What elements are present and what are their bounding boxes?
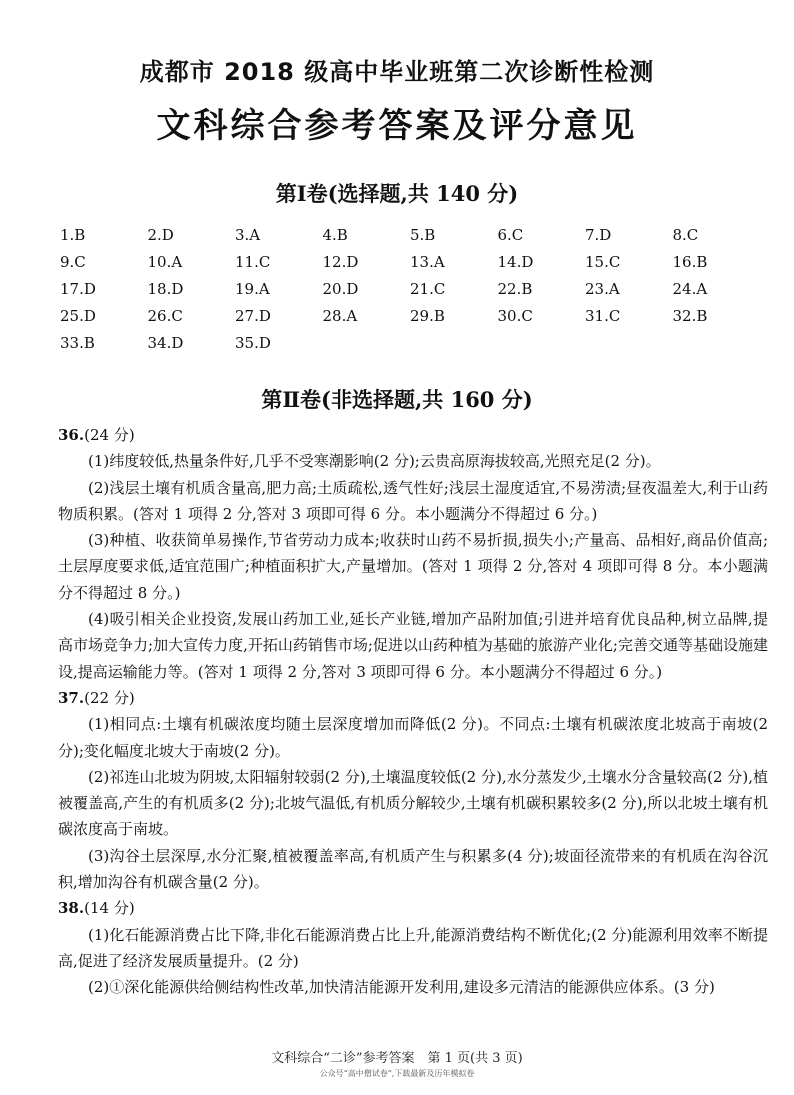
part2-heading: 第Ⅱ卷(非选择题,共 160 分) xyxy=(261,387,533,412)
answer-item: 19.A xyxy=(235,280,270,298)
answer-paragraph: (2)浅层土壤有机质含量高,肥力高;土质疏松,透气性好;浅层土湿度适宜,不易涝渍;昼夜温差大,利于山药物质积累。(答对 1 项得 2 分,答对 3 项即可得 6 分。本小题满分不得超过 6 分。) xyxy=(58,478,768,523)
answer-item: 12.D xyxy=(322,253,359,271)
question-38-header xyxy=(58,895,768,921)
answer-paragraph: (3)种植、收获简单易操作,节省劳动力成本;收获时山药不易折损,损失小;产量高、品相好,商品价值高;土层厚度要求低,适宜范围广;种植面积扩大,产量增加。(答对 1 项得 2 分,答对 4 项即可得 8 分。本小题满分不得超过 8 分。) xyxy=(58,531,768,602)
answer-paragraph: (1)纬度较低,热量条件好,几乎不受寒潮影响(2 分);云贵高原海拔较高,光照充足(2 分)。 xyxy=(88,452,661,471)
answer-item: 34.D xyxy=(147,334,184,352)
answer-item: 9.C xyxy=(60,253,86,271)
answer-item: 4.B xyxy=(322,226,348,244)
answer-item: 2.D xyxy=(147,226,174,244)
open-questions xyxy=(58,422,768,1001)
answer-item: 31.C xyxy=(585,307,621,325)
answer-item: 22.B xyxy=(497,280,533,298)
answer-paragraph: (4)吸引相关企业投资,发展山药加工业,延长产业链,增加产品附加值;引进并培育优良品种,树立品牌,提高市场竞争力;加大宣传力度,开拓山药销售市场;促进以山药种植为基础的旅游产业化;完善交通等基础设施建设,提高运输能力等。(答对 1 项得 2 分,答对 3 项即可得 6 分。本小题满分不得超过 6 分。) xyxy=(58,610,768,681)
answer-paragraph: (1)相同点:土壤有机碳浓度均随土层深度增加而降低(2 分)。不同点:土壤有机碳浓度北坡高于南坡(2 分);变化幅度北坡大于南坡(2 分)。 xyxy=(58,715,768,760)
answer-item: 29.B xyxy=(410,307,445,325)
document-title: 文科综合参考答案及评分意见 xyxy=(156,106,638,146)
answer-item: 10.A xyxy=(147,253,183,271)
answer-item: 14.D xyxy=(497,253,534,271)
answer-item: 6.C xyxy=(497,226,524,244)
answer-paragraph: (2)①深化能源供给侧结构性改革,加快清洁能源开发利用,建设多元清洁的能源供应体系。(3 分) xyxy=(88,978,715,997)
question-37-header xyxy=(58,685,768,711)
answer-item: 18.D xyxy=(147,280,184,298)
multiple-choice-answers xyxy=(60,222,760,357)
answer-item: 26.C xyxy=(147,307,183,325)
answer-item: 27.D xyxy=(235,307,271,325)
answer-paragraph: (3)沟谷土层深厚,水分汇聚,植被覆盖率高,有机质产生与积累多(4 分);坡面径流带来的有机质在沟谷沉积,增加沟谷有机碳含量(2 分)。 xyxy=(58,846,768,892)
question-36-header xyxy=(58,422,768,448)
answer-paragraph: (1)化石能源消费占比下降,非化石能源消费占比上升,能源消费结构不断优化;(2 分)能源利用效率不断提高,促进了经济发展质量提升。(2 分) xyxy=(58,925,768,970)
question-points: (24 分) xyxy=(84,426,135,444)
question-number: 37. xyxy=(58,688,85,707)
answer-item: 24.A xyxy=(672,280,708,298)
answer-item: 21.C xyxy=(410,280,446,298)
page-footer: 文科综合“二诊”参考答案 第 1 页(共 3 页) xyxy=(271,1051,523,1066)
answer-item: 30.C xyxy=(497,307,533,325)
answer-item: 11.C xyxy=(235,253,271,271)
exam-title: 成都市 2018 级高中毕业班第二次诊断性检测 xyxy=(139,58,655,86)
answer-item: 3.A xyxy=(235,226,261,244)
answer-item: 23.A xyxy=(585,280,620,298)
question-points: (14 分) xyxy=(84,899,135,918)
answer-row xyxy=(60,222,760,249)
answer-item: 32.B xyxy=(672,307,708,325)
answer-item: 20.D xyxy=(322,280,359,298)
answer-item: 1.B xyxy=(60,226,86,244)
answer-item: 25.D xyxy=(60,307,96,325)
part1-heading: 第Ⅰ卷(选择题,共 140 分) xyxy=(275,181,519,206)
question-number: 36. xyxy=(58,426,85,444)
watermark-text: 公众号“高中僧试卷”,下载最新及历年模拟卷 xyxy=(319,1069,475,1078)
answer-item: 16.B xyxy=(672,253,708,271)
question-points: (22 分) xyxy=(84,688,135,707)
answer-row xyxy=(60,303,760,330)
answer-item: 33.B xyxy=(60,334,95,352)
answer-item: 13.A xyxy=(410,253,445,271)
question-number: 38. xyxy=(58,899,85,918)
answer-item: 35.D xyxy=(235,334,271,352)
answer-paragraph: (2)祁连山北坡为阴坡,太阳辐射较弱(2 分),土壤温度较低(2 分),水分蒸发少,土壤水分含量较高(2 分),植被覆盖高,产生的有机质多(2 分);北坡气温低,有机质分解较少,土壤有机碳积累较多(2 分),所以北坡土壤有机碳浓度高于南坡。 xyxy=(58,767,768,839)
answer-row xyxy=(60,249,760,276)
answer-item: 15.C xyxy=(585,253,621,271)
answer-item: 17.D xyxy=(60,280,96,298)
answer-item: 8.C xyxy=(672,226,699,244)
answer-row xyxy=(60,330,760,357)
answer-item: 28.A xyxy=(322,307,358,325)
answer-row xyxy=(60,276,760,303)
answer-item: 7.D xyxy=(585,226,612,244)
answer-item: 5.B xyxy=(410,226,436,244)
